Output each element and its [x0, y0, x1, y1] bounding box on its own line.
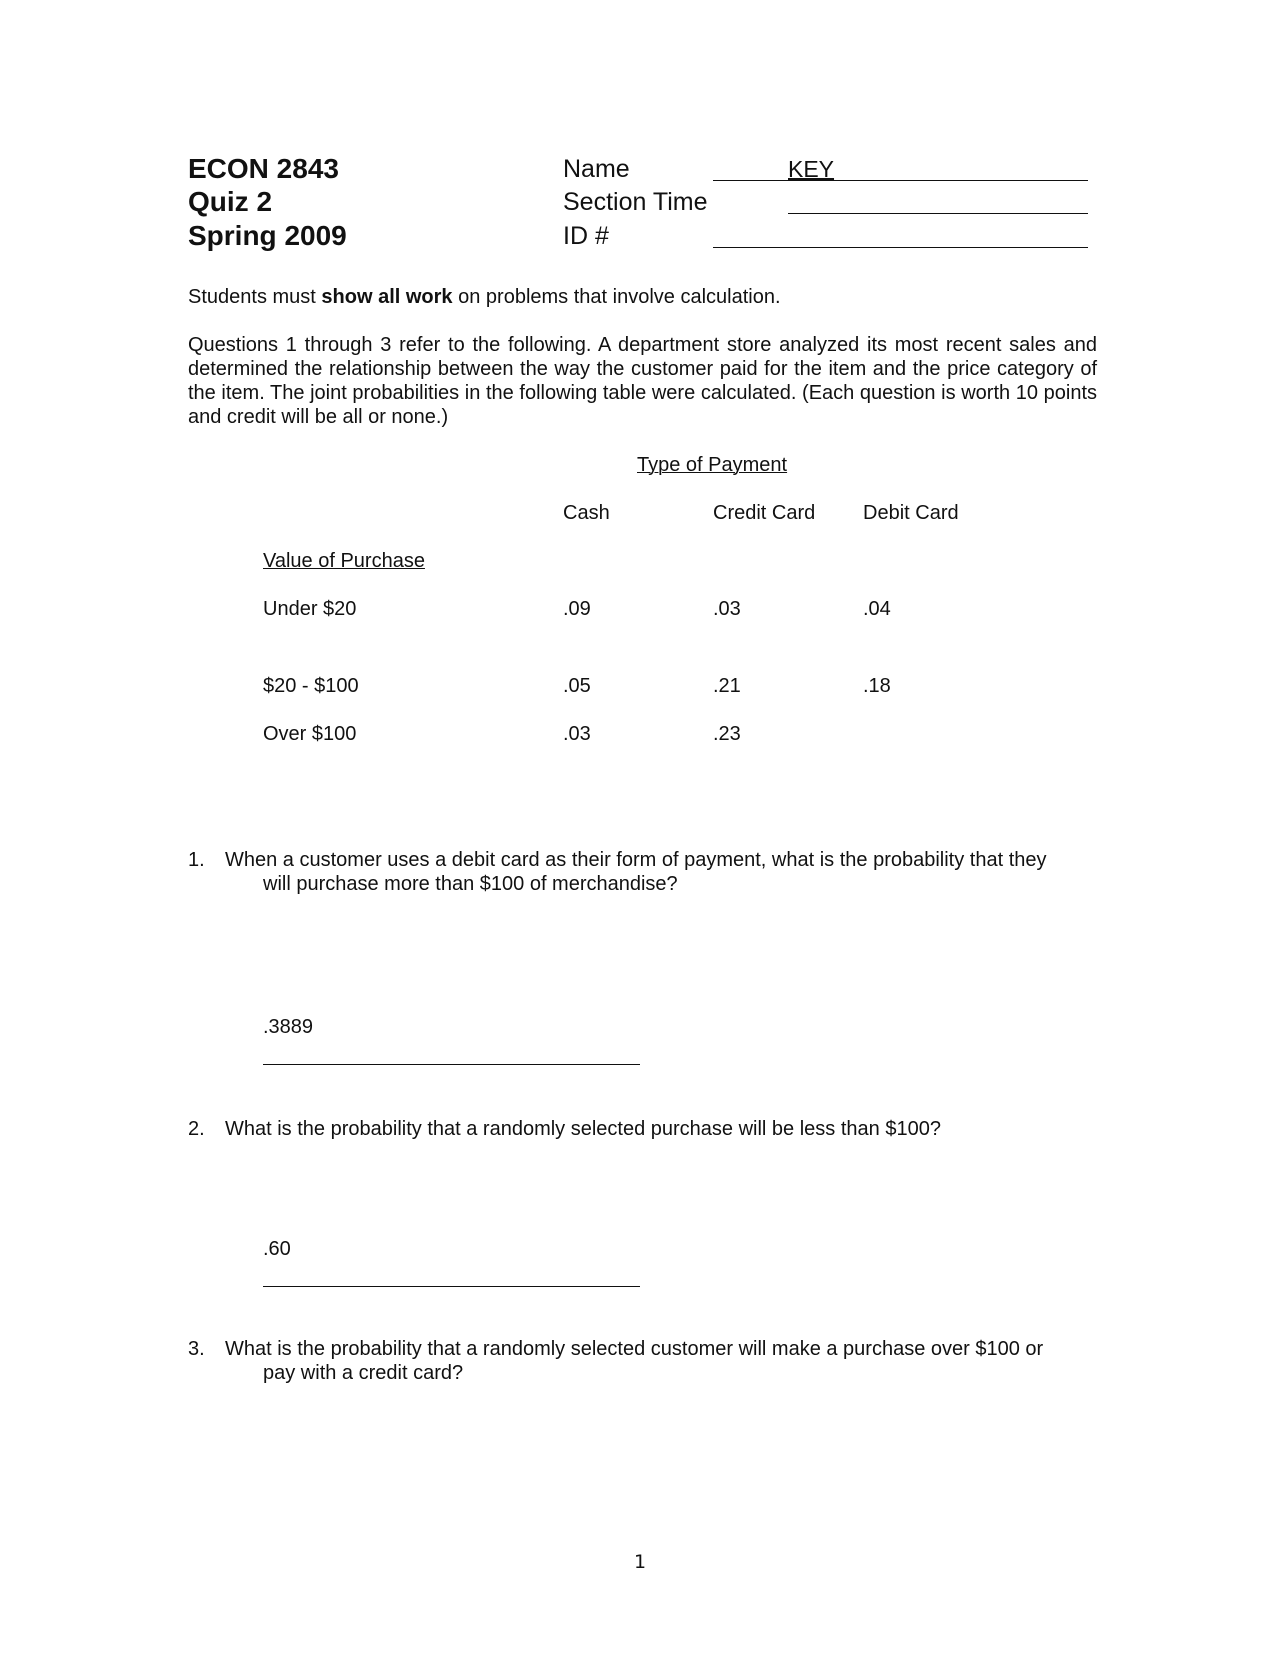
cell-value: .04 [863, 598, 891, 620]
row-label-over-100: Over $100 [263, 723, 357, 745]
question-2-text-line1: What is the probability that a randomly selected purchase will be less than $100? [225, 1118, 941, 1140]
question-3-number: 3. [188, 1338, 205, 1360]
name-label: Name [563, 155, 630, 183]
cell-value: .09 [563, 598, 591, 620]
instructions-suffix: on problems that involve calculation. [452, 286, 781, 308]
row-label-20-100: $20 - $100 [263, 675, 359, 697]
term-title: Spring 2009 [188, 220, 347, 251]
section-time-label: Section Time [563, 188, 708, 216]
question-2-number: 2. [188, 1118, 205, 1140]
page-number: 1 [634, 1551, 647, 1573]
intro-paragraph: Questions 1 through 3 refer to the following. A department store analyzed its most recent sales and determined the relationship between the way the customer paid for the item and the price category of the item. The joint probabilities in the following table were calculated. (Each question is worth 10 points and credit will be all or none.) [188, 334, 1097, 428]
question-1-answer-line[interactable] [263, 1064, 640, 1065]
cell-value: .23 [713, 723, 741, 745]
course-title: ECON 2843 [188, 153, 339, 184]
cell-value: .03 [713, 598, 741, 620]
section-time-underline[interactable] [788, 213, 1088, 214]
name-underline[interactable] [713, 180, 1088, 181]
cell-value: .05 [563, 675, 591, 697]
column-header-cash: Cash [563, 502, 610, 524]
column-header-debit-card: Debit Card [863, 502, 959, 524]
row-label-under-20: Under $20 [263, 598, 357, 620]
question-3-text-line1: What is the probability that a randomly selected customer will make a purchase over $100 or [225, 1338, 1044, 1360]
cell-value: .03 [563, 723, 591, 745]
instructions-prefix: Students must [188, 286, 322, 308]
quiz-title: Quiz 2 [188, 186, 273, 217]
question-1-text-line1: When a customer uses a debit card as their form of payment, what is the probability that they [225, 849, 1047, 871]
question-1-text-line2: will purchase more than $100 of merchandise? [263, 873, 678, 895]
cell-value: .18 [863, 675, 891, 697]
row-header: Value of Purchase [263, 550, 425, 572]
cell-value: .21 [713, 675, 741, 697]
question-2-answer-line[interactable] [263, 1286, 640, 1287]
question-1-number: 1. [188, 849, 205, 871]
id-label: ID # [563, 222, 609, 250]
question-3-text-line2: pay with a credit card? [263, 1362, 464, 1384]
name-value: KEY [788, 156, 835, 182]
question-2-answer: .60 [263, 1238, 291, 1260]
instructions-emphasis: show all work [321, 286, 453, 308]
instructions [188, 285, 781, 309]
question-1-answer: .3889 [263, 1016, 314, 1038]
column-header-credit-card: Credit Card [713, 502, 816, 524]
id-underline[interactable] [713, 247, 1088, 248]
table-title: Type of Payment [637, 454, 788, 476]
